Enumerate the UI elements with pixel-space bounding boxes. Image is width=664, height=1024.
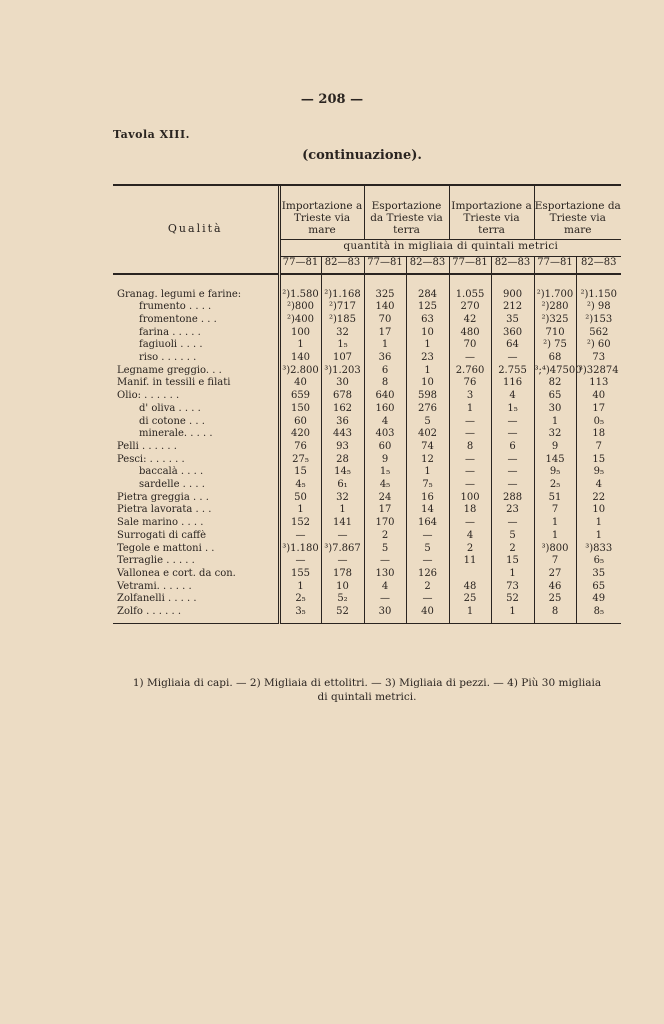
- table-cell: 7: [534, 504, 576, 517]
- table-cell: —: [449, 416, 491, 429]
- table-cell: 678: [321, 390, 364, 403]
- table-cell: 24: [364, 492, 406, 505]
- table-cell: 11: [449, 555, 491, 568]
- table-cell: 900: [491, 289, 534, 302]
- row-label: farina . . . . .: [139, 326, 201, 338]
- table-cell: 7: [576, 441, 621, 454]
- table-cell: 60: [279, 416, 321, 429]
- table-row: [113, 301, 621, 314]
- table-cell: 15: [491, 555, 534, 568]
- table-cell: 73: [491, 581, 534, 594]
- table-cell: 3₅: [279, 606, 321, 619]
- table-cell: 9: [364, 454, 406, 467]
- table-cell: —: [491, 352, 534, 365]
- table-cell: 40: [406, 606, 449, 619]
- table-cell: 12: [406, 454, 449, 467]
- table-cell: 65: [576, 581, 621, 594]
- table-cell: 48: [449, 581, 491, 594]
- row-label: Vallonea e cort. da con.: [117, 567, 236, 579]
- table-cell: —: [491, 517, 534, 530]
- table-cell: 5: [364, 543, 406, 556]
- table-row: [113, 428, 621, 441]
- year-header: 77—81: [534, 256, 576, 274]
- table-cell: 6₁: [321, 479, 364, 492]
- table-cell: [449, 568, 491, 581]
- table-cell: 70: [364, 314, 406, 327]
- table-cell: 8: [364, 377, 406, 390]
- table-cell: 2: [406, 581, 449, 594]
- table-cell: 10: [406, 377, 449, 390]
- table-cell: 7: [534, 555, 576, 568]
- table-cell: ²)325: [534, 314, 576, 327]
- table-cell: 23: [491, 504, 534, 517]
- table-cell: 35: [491, 314, 534, 327]
- row-label: d' oliva . . . .: [139, 402, 201, 414]
- table-cell: —: [491, 454, 534, 467]
- table-cell: 126: [406, 568, 449, 581]
- table-cell: 325: [364, 289, 406, 302]
- table-cell: 1₅: [491, 403, 534, 416]
- table-cell: ²)1.700: [534, 289, 576, 302]
- table-cell: 4₅: [364, 479, 406, 492]
- table-cell: 1: [406, 365, 449, 378]
- table-cell: 28: [321, 454, 364, 467]
- table-cell: ³)32874: [576, 365, 621, 378]
- table-cell: 1₅: [364, 466, 406, 479]
- table-cell: 1: [449, 403, 491, 416]
- year-header: 82—83: [576, 256, 621, 274]
- table-cell: 1: [321, 504, 364, 517]
- table-cell: 40: [279, 377, 321, 390]
- table-row: [113, 466, 621, 479]
- table-cell: ³)7.867: [321, 543, 364, 556]
- table-cell: 4: [491, 390, 534, 403]
- table-cell: 32: [321, 492, 364, 505]
- table-cell: ²)280: [534, 301, 576, 314]
- table-cell: 2₅: [534, 479, 576, 492]
- table-cell: 4: [364, 416, 406, 429]
- table-cell: 145: [534, 454, 576, 467]
- table-cell: 22: [576, 492, 621, 505]
- table-cell: 10: [406, 327, 449, 340]
- year-header: 77—81: [449, 256, 491, 274]
- table-cell: 42: [449, 314, 491, 327]
- table-cell: —: [491, 466, 534, 479]
- table-cell: 6₅: [576, 555, 621, 568]
- table-cell: 18: [449, 504, 491, 517]
- table-cell: —: [449, 479, 491, 492]
- table-cell: —: [449, 466, 491, 479]
- table-cell: 15: [576, 454, 621, 467]
- table-row: [113, 479, 621, 492]
- year-header: 82—83: [406, 256, 449, 274]
- table-cell: ²)1.168: [321, 289, 364, 302]
- table-cell: —: [279, 530, 321, 543]
- table-cell: 1: [406, 466, 449, 479]
- continuation-title: (continuazione).: [302, 148, 422, 163]
- table-cell: 659: [279, 390, 321, 403]
- table-cell: 116: [491, 377, 534, 390]
- table-cell: 2: [449, 543, 491, 556]
- table-cell: 52: [321, 606, 364, 619]
- table-cell: 276: [406, 403, 449, 416]
- table-cell: 52: [491, 593, 534, 606]
- table-cell: ²) 75: [534, 339, 576, 352]
- table-cell: 32: [534, 428, 576, 441]
- table-cell: 140: [279, 352, 321, 365]
- table-cell: 9₅: [576, 466, 621, 479]
- table-cell: 14₅: [321, 466, 364, 479]
- table-cell: 598: [406, 390, 449, 403]
- table-cell: 30: [321, 377, 364, 390]
- table-cell: 30: [364, 606, 406, 619]
- table-cell: 17: [364, 504, 406, 517]
- table-cell: 2.755: [491, 365, 534, 378]
- row-label: Pietra lavorata . . .: [117, 504, 212, 516]
- row-label: di cotone . . .: [139, 415, 205, 427]
- table-row: [113, 543, 621, 556]
- table-cell: ³;⁴)47500: [534, 364, 582, 376]
- table-cell: —: [449, 428, 491, 441]
- year-header: 77—81: [279, 256, 321, 274]
- table-cell: 178: [321, 568, 364, 581]
- table-cell: 710: [534, 327, 576, 340]
- table-cell: —: [364, 593, 406, 606]
- table-row: [113, 581, 621, 594]
- table-cell: 1: [491, 606, 534, 619]
- table-cell: 4: [576, 479, 621, 492]
- table-cell: 25: [534, 593, 576, 606]
- table-cell: 32: [321, 327, 364, 340]
- table-cell: 130: [364, 568, 406, 581]
- table-cell: 14: [406, 504, 449, 517]
- table-cell: 1₅: [321, 339, 364, 352]
- table-cell: ³)1.180: [279, 543, 321, 556]
- row-label: baccalà . . . .: [139, 466, 204, 478]
- table-cell: 7₅: [406, 479, 449, 492]
- table-cell: 170: [364, 517, 406, 530]
- table-cell: 50: [279, 492, 321, 505]
- table-cell: 2.760: [449, 365, 491, 378]
- table-cell: 27₅: [279, 454, 321, 467]
- table-cell: —: [491, 479, 534, 492]
- table-cell: 93: [321, 441, 364, 454]
- table-row: [113, 327, 621, 340]
- units-header: quantità in migliaia di quintali metrici: [279, 239, 621, 256]
- column-header: Esportazione da Trieste via mare: [534, 186, 621, 239]
- table-cell: ²)1.580: [279, 289, 321, 302]
- table-cell: 15: [279, 466, 321, 479]
- table-cell: 68: [534, 352, 576, 365]
- table-cell: 1: [449, 606, 491, 619]
- table-cell: —: [449, 352, 491, 365]
- table-cell: 9: [534, 441, 576, 454]
- table-row: [113, 403, 621, 416]
- table-row: [113, 339, 621, 352]
- footnote-line: 1) Migliaia di capi. — 2) Migliaia di ettolitri. — 3) Migliaia di pezzi. — 4) Più 30 migliaia: [132, 677, 602, 689]
- table-cell: 49: [576, 593, 621, 606]
- table-row: [113, 416, 621, 429]
- table-cell: 100: [279, 327, 321, 340]
- table-cell: 76: [279, 441, 321, 454]
- year-header: 82—83: [491, 256, 534, 274]
- row-label: Legname greggio. . .: [117, 364, 222, 376]
- row-label: Pelli . . . . . .: [117, 440, 177, 452]
- table-row: [113, 530, 621, 543]
- table-cell: 125: [406, 301, 449, 314]
- table-cell: 270: [449, 301, 491, 314]
- table-cell: 76: [449, 377, 491, 390]
- table-cell: 1: [364, 339, 406, 352]
- table-cell: 36: [364, 352, 406, 365]
- table-cell: 2: [364, 530, 406, 543]
- column-header: Importazione a Trieste via mare: [279, 186, 364, 239]
- row-label: fagiuoli . . . .: [139, 339, 203, 351]
- table-cell: 443: [321, 428, 364, 441]
- table-cell: 6: [364, 365, 406, 378]
- table-row: [113, 504, 621, 517]
- row-label: Pesci: . . . . . .: [117, 453, 185, 465]
- table-row: [113, 314, 621, 327]
- table-cell: 155: [279, 568, 321, 581]
- table-row: [113, 377, 621, 390]
- row-label: Vetrami. . . . . .: [117, 580, 192, 592]
- table-cell: —: [364, 555, 406, 568]
- table-row: [113, 289, 621, 302]
- table-cell: 82: [534, 377, 576, 390]
- footnotes: [113, 676, 621, 704]
- table-cell: 141: [321, 517, 364, 530]
- table-cell: —: [491, 428, 534, 441]
- table-cell: 640: [364, 390, 406, 403]
- table-cell: 17: [576, 403, 621, 416]
- table-cell: 1: [576, 530, 621, 543]
- table-row: [113, 593, 621, 606]
- table-cell: 1: [279, 504, 321, 517]
- footnote-line: di quintali metrici.: [317, 691, 417, 703]
- table-cell: 70: [449, 339, 491, 352]
- table-cell: 100: [449, 492, 491, 505]
- table-cell: 5: [491, 530, 534, 543]
- table-cell: 5: [406, 543, 449, 556]
- row-label: Pietra greggia . . .: [117, 491, 209, 503]
- row-label: minerale. . . . .: [139, 428, 213, 440]
- column-header: Importazione a Trieste via terra: [449, 186, 534, 239]
- table-cell: 212: [491, 301, 534, 314]
- table-cell: 160: [364, 403, 406, 416]
- qualita-header: Qualità: [113, 186, 279, 274]
- table-cell: 107: [321, 352, 364, 365]
- row-label: sardelle . . . .: [139, 479, 205, 491]
- table-cell: 46: [534, 581, 576, 594]
- table-cell: 360: [491, 327, 534, 340]
- row-label: Tegole e mattoni . .: [117, 542, 215, 554]
- table-row: [113, 568, 621, 581]
- row-label: Zolfanelli . . . . .: [117, 593, 197, 605]
- table-row: [113, 365, 621, 378]
- table-cell: 10: [321, 581, 364, 594]
- table-cell: 4: [449, 530, 491, 543]
- table-cell: 420: [279, 428, 321, 441]
- table-cell: 30: [534, 403, 576, 416]
- row-label: Zolfo . . . . . .: [117, 606, 182, 618]
- table-cell: 8: [449, 441, 491, 454]
- table-cell: 64: [491, 339, 534, 352]
- table-cell: 164: [406, 517, 449, 530]
- table-cell: 16: [406, 492, 449, 505]
- table-cell: 60: [364, 441, 406, 454]
- table-cell: 3: [449, 390, 491, 403]
- table-cell: 1: [534, 530, 576, 543]
- table-cell: 63: [406, 314, 449, 327]
- row-label: Manif. in tessili e filati: [117, 377, 231, 389]
- table-row: [113, 352, 621, 365]
- year-header: 77—81: [364, 256, 406, 274]
- table-row: [113, 454, 621, 467]
- column-header: Esportazione da Trieste via terra: [364, 186, 449, 239]
- table-cell: 5₂: [321, 593, 364, 606]
- table-cell: 17: [364, 327, 406, 340]
- table-cell: 1.055: [449, 289, 491, 302]
- table-cell: ²)400: [279, 314, 321, 327]
- table-cell: 288: [491, 492, 534, 505]
- table-body: [113, 289, 621, 619]
- row-label: riso . . . . . .: [139, 352, 197, 364]
- table-cell: 140: [364, 301, 406, 314]
- table-row: [113, 517, 621, 530]
- table-cell: 480: [449, 327, 491, 340]
- table-cell: 402: [406, 428, 449, 441]
- table-cell: 35: [576, 568, 621, 581]
- row-label: fromentone . . .: [139, 313, 217, 325]
- table-cell: 562: [576, 327, 621, 340]
- table-cell: 73: [576, 352, 621, 365]
- table-cell: 51: [534, 492, 576, 505]
- table-row: [113, 606, 621, 619]
- table-cell: 74: [406, 441, 449, 454]
- row-label: Olio: . . . . . .: [117, 390, 180, 402]
- row-label: Sale marino . . . .: [117, 517, 204, 529]
- table-cell: 10: [576, 504, 621, 517]
- table-cell: 152: [279, 517, 321, 530]
- table-cell: 8₅: [576, 606, 621, 619]
- table-cell: 1: [576, 517, 621, 530]
- table-cell: —: [406, 530, 449, 543]
- table-cell: ²)185: [321, 314, 364, 327]
- table-cell: —: [449, 454, 491, 467]
- table-cell: ²) 98: [576, 301, 621, 314]
- table-cell: 25: [449, 593, 491, 606]
- table-cell: 1: [534, 517, 576, 530]
- table-cell: ²) 60: [576, 339, 621, 352]
- table-cell: ²)717: [321, 301, 364, 314]
- data-table-container: [113, 184, 621, 624]
- table-row: [113, 555, 621, 568]
- table-cell: —: [406, 593, 449, 606]
- table-cell: ³)2.800: [279, 365, 321, 378]
- table-cell: 113: [576, 377, 621, 390]
- table-cell: —: [406, 555, 449, 568]
- table-cell: —: [321, 555, 364, 568]
- table-cell: 284: [406, 289, 449, 302]
- table-cell: 27: [534, 568, 576, 581]
- year-header: 82—83: [321, 256, 364, 274]
- table-row: [113, 492, 621, 505]
- table-cell: 0₅: [576, 416, 621, 429]
- row-label: Granag. legumi e farine:: [117, 288, 242, 300]
- table-row: [113, 390, 621, 403]
- table-cell: 1: [279, 581, 321, 594]
- table-cell: —: [321, 530, 364, 543]
- table-cell: ²)153: [576, 314, 621, 327]
- table-cell: —: [449, 517, 491, 530]
- table-cell: 9₅: [534, 466, 576, 479]
- table-cell: —: [491, 416, 534, 429]
- table-cell: ³)800: [534, 543, 576, 556]
- row-label: Surrogati di caffè: [117, 529, 206, 541]
- page-number: — 208 —: [300, 92, 364, 107]
- table-cell: ³)1.203: [321, 365, 364, 378]
- row-label: Terraglie . . . . .: [117, 555, 195, 567]
- table-cell: 4₅: [279, 479, 321, 492]
- table-cell: 4: [364, 581, 406, 594]
- table-cell: 1: [279, 339, 321, 352]
- table-cell: 6: [491, 441, 534, 454]
- table-cell: 1: [491, 568, 534, 581]
- data-table: [113, 186, 621, 624]
- table-cell: 1: [534, 416, 576, 429]
- row-label: frumento . . . .: [139, 301, 212, 313]
- table-cell: 8: [534, 606, 576, 619]
- table-cell: 40: [576, 390, 621, 403]
- table-cell: 5: [406, 416, 449, 429]
- table-row: [113, 441, 621, 454]
- table-cell: ³)833: [576, 543, 621, 556]
- table-cell: 23: [406, 352, 449, 365]
- table-cell: 2: [491, 543, 534, 556]
- table-cell: 65: [534, 390, 576, 403]
- table-cell: 150: [279, 403, 321, 416]
- table-cell: 36: [321, 416, 364, 429]
- table-cell: 2₅: [279, 593, 321, 606]
- table-cell: 162: [321, 403, 364, 416]
- table-cell: ²)800: [279, 301, 321, 314]
- table-label: Tavola XIII.: [113, 128, 190, 141]
- table-cell: ²)1.150: [576, 289, 621, 302]
- table-cell: 1: [406, 339, 449, 352]
- table-cell: 18: [576, 428, 621, 441]
- table-cell: 403: [364, 428, 406, 441]
- table-cell: —: [279, 555, 321, 568]
